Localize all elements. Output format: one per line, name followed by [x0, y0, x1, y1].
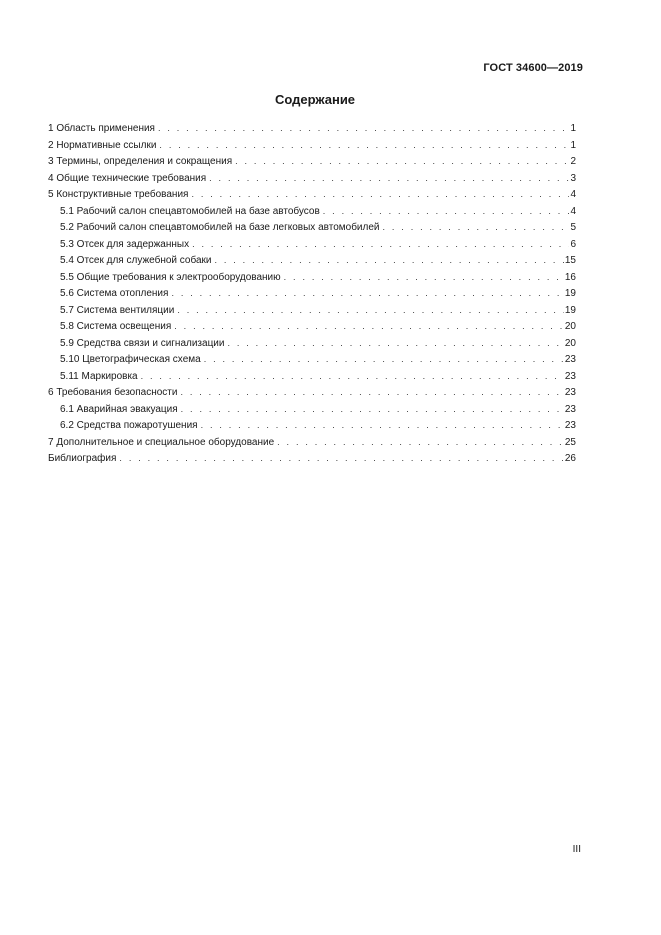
table-of-contents — [48, 120, 576, 467]
toc-dot-leader — [204, 351, 564, 368]
toc-dot-leader — [158, 120, 569, 137]
toc-entry-label: 5.8 Система освещения — [60, 321, 172, 332]
toc-entry-page: 20 — [564, 321, 576, 332]
toc-entry-label: 1 Область применения — [48, 123, 155, 134]
toc-entry[interactable] — [48, 417, 576, 434]
toc-dot-leader — [383, 219, 570, 236]
toc-entry-page: 2 — [570, 156, 576, 167]
toc-entry-page: 16 — [564, 271, 576, 283]
toc-entry[interactable] — [48, 368, 576, 385]
toc-title: Содержание — [274, 92, 356, 107]
toc-entry-page: 4 — [570, 205, 576, 217]
toc-entry-page: 20 — [564, 337, 576, 349]
toc-entry-label: 3 Термины, определения и сокращения — [48, 156, 233, 167]
page-number: III — [572, 844, 581, 855]
toc-dot-leader — [209, 170, 569, 187]
toc-entry-label: 5.5 Общие требования к электрооборудованию — [60, 271, 281, 283]
toc-entry[interactable] — [48, 384, 576, 401]
toc-dot-leader — [277, 434, 564, 451]
toc-entry-label: 5.7 Система вентиляции — [60, 304, 175, 316]
toc-entry-label: 5.2 Рабочий салон спецавтомобилей на базе легковых автомобилей — [60, 222, 380, 233]
toc-dot-leader — [159, 137, 569, 154]
toc-dot-leader — [141, 368, 564, 385]
toc-entry[interactable] — [48, 450, 576, 467]
toc-entry-page: 1 — [570, 139, 576, 151]
toc-dot-leader — [171, 285, 563, 302]
toc-dot-leader — [227, 335, 563, 352]
toc-dot-leader — [177, 302, 564, 319]
toc-entry-label: 5.11 Маркировка — [60, 370, 138, 382]
toc-dot-leader — [119, 450, 563, 467]
toc-dot-leader — [180, 384, 563, 401]
toc-entry[interactable] — [48, 203, 576, 220]
toc-entry-page: 6 — [570, 238, 576, 250]
toc-entry[interactable] — [48, 120, 576, 137]
toc-dot-leader — [323, 203, 570, 220]
toc-entry-page: 25 — [564, 436, 576, 448]
toc-entry-page: 23 — [564, 387, 576, 398]
toc-entry-label: 5.4 Отсек для служебной собаки — [60, 255, 212, 266]
toc-entry-label: 6 Требования безопасности — [48, 387, 178, 398]
toc-entry[interactable] — [48, 186, 576, 203]
toc-entry-label: 4 Общие технические требования — [48, 172, 207, 184]
toc-entry-page: 19 — [564, 288, 576, 299]
toc-entry[interactable] — [48, 153, 576, 170]
toc-dot-leader — [214, 252, 563, 269]
toc-entry-page: 19 — [564, 304, 576, 316]
toc-entry-page: 23 — [564, 354, 576, 365]
toc-entry-label: 5.6 Система отопления — [60, 288, 169, 299]
toc-dot-leader — [192, 236, 569, 253]
toc-entry-label: 5.10 Цветографическая схема — [60, 354, 201, 365]
toc-entry-label: 5 Конструктивные требования — [48, 189, 189, 200]
toc-entry[interactable] — [48, 269, 576, 286]
toc-entry[interactable] — [48, 335, 576, 352]
toc-dot-leader — [235, 153, 569, 170]
toc-entry-page: 23 — [564, 420, 576, 431]
toc-entry[interactable] — [48, 170, 576, 187]
toc-entry[interactable] — [48, 219, 576, 236]
toc-entry[interactable] — [48, 318, 576, 335]
toc-entry-label: 2 Нормативные ссылки — [48, 139, 157, 151]
toc-entry-page: 23 — [564, 403, 576, 415]
toc-entry-page: 1 — [570, 123, 576, 134]
toc-entry-label: Библиография — [48, 453, 117, 464]
toc-entry-page: 15 — [564, 255, 576, 266]
toc-entry[interactable] — [48, 401, 576, 418]
toc-entry[interactable] — [48, 434, 576, 451]
toc-entry-label: 6.2 Средства пожаротушения — [60, 420, 198, 431]
toc-dot-leader — [284, 269, 564, 286]
toc-entry-label: 7 Дополнительное и специальное оборудование — [48, 436, 275, 448]
toc-entry-label: 6.1 Аварийная эвакуация — [60, 403, 178, 415]
toc-entry-label: 5.3 Отсек для задержанных — [60, 238, 190, 250]
toc-entry[interactable] — [48, 285, 576, 302]
toc-entry-page: 4 — [570, 189, 576, 200]
toc-entry[interactable] — [48, 236, 576, 253]
toc-entry[interactable] — [48, 351, 576, 368]
toc-entry-label: 5.1 Рабочий салон спецавтомобилей на базе автобусов — [60, 205, 320, 217]
toc-entry[interactable] — [48, 302, 576, 319]
toc-entry-page: 23 — [564, 370, 576, 382]
toc-entry[interactable] — [48, 252, 576, 269]
toc-entry-label: 5.9 Средства связи и сигнализации — [60, 337, 225, 349]
toc-entry-page: 3 — [570, 172, 576, 184]
document-code: ГОСТ 34600—2019 — [483, 62, 583, 74]
toc-dot-leader — [201, 417, 564, 434]
toc-entry[interactable] — [48, 137, 576, 154]
toc-dot-leader — [181, 401, 564, 418]
toc-entry-page: 26 — [564, 453, 576, 464]
toc-dot-leader — [191, 186, 569, 203]
toc-entry-page: 5 — [570, 222, 576, 233]
toc-dot-leader — [174, 318, 564, 335]
